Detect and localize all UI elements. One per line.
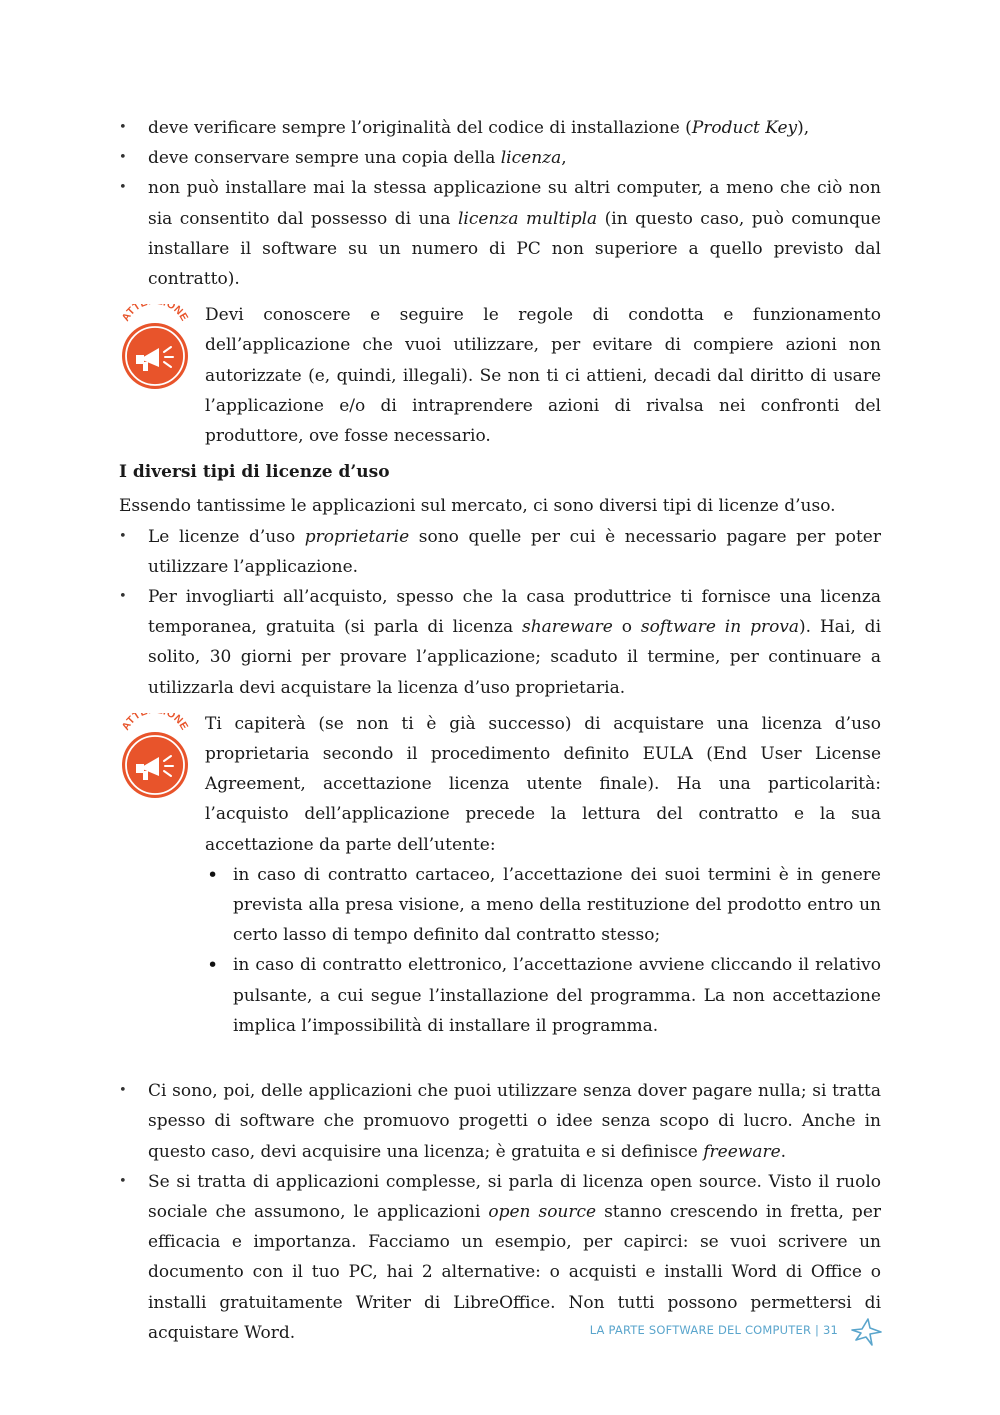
list-item: • Ci sono, poi, delle applicazioni che puoi utilizzare senza dover pagare nulla; si tratta spesso di software che promuovo progetti o idee senza scopo di lucro. Anche in questo caso, devi acquisire una licenza; è gratuita e si definisce freeware. (119, 1076, 881, 1167)
megaphone-icon (119, 713, 191, 799)
license-types-list (119, 522, 881, 703)
page-content (119, 113, 881, 1348)
page-footer: LA PARTE SOFTWARE DEL COMPUTER | 31 (589, 1323, 838, 1337)
eula-list (205, 860, 881, 1041)
section-heading: I diversi tipi di licenze d’uso (119, 462, 390, 483)
free-license-list (119, 1076, 881, 1348)
list-item: • deve verificare sempre l’originalità del codice di installazione (Product Key), (119, 113, 881, 143)
list-item: • deve conservare sempre una copia della licenza, (119, 143, 881, 173)
svg-text:ATTENZIONE: ATT ONE (119, 712, 191, 733)
attention-callout-2 (119, 709, 881, 1041)
attention-badge (119, 300, 205, 451)
attention-callout-1 (119, 300, 881, 451)
list-item: • Per invogliarti all’acquisto, spesso che la casa produttrice ti fornisce una licenza temporanea, gratuita (si parla di licenza shareware o software in prova). Hai, di solito, 30 giorni per provare l’applicazione; scaduto il termine, per continuare a utilizzarla devi acquistare la licenza d’uso proprietaria. (119, 582, 881, 703)
list-item: • in caso di contratto cartaceo, l’accettazione dei suoi termini è in genere prevista alla presa visione, a meno della restituzione del prodotto entro un certo lasso di tempo definito dal contratto stesso; (205, 860, 881, 951)
list-item: • Se si tratta di applicazioni complesse, si parla di licenza open source. Visto il ruolo sociale che assumono, le applicazioni open source stanno crescendo in fretta, per efficacia e importanza. Facciamo un esempio, per capirci: se vuoi scrivere un documento con il tuo PC, hai 2 alternative: o acquisti e installi Word di Office o installi gratuitamente Writer di LibreOffice. Non tutti possono permettersi di acquistare Word. (119, 1167, 881, 1348)
megaphone-icon (119, 304, 191, 390)
callout-text: Devi conoscere e seguire le regole di condotta e funzionamento dell’applicazione che vuoi utilizzare, per evitare di compiere azioni non autorizzate (e, quindi, illegali). Se non ti ci attieni, decadi dal diritto di usare l’applicazione e/o di intraprendere azioni di rivalsa nei confronti del produttore, ove fosse necessario. (205, 305, 881, 447)
list-item: • in caso di contratto elettronico, l’accettazione avviene cliccando il relativo pulsante, a cui segue l’installazione del programma. La non accettazione implica l’impossibilità di installare il programma. (205, 950, 881, 1041)
star-outline-icon (848, 1316, 884, 1348)
list-item: • Le licenze d’uso proprietarie sono quelle per cui è necessario pagare per poter utilizzare l’applicazione. (119, 522, 881, 582)
callout-text: Ti capiterà (se non ti è già successo) di acquistare una licenza d’uso proprietaria secondo il procedimento definito EULA (End User License Agreement, accettazione licenza utente finale). Ha una particolarità: l’acquisto dell’applicazione precede la lettura del contratto e la sua accettazione da parte dell’utente: (205, 713, 881, 855)
list-item: • non può installare mai la stessa applicazione su altri computer, a meno che ciò non sia consentito dal possesso di una licenza multipla (in questo caso, può comunque installare il software su un numero di PC non superiore a quello previsto dal contratto). (119, 173, 881, 294)
section-intro: Essendo tantissime le applicazioni sul mercato, ci sono diversi tipi di licenze d’uso. (119, 496, 836, 517)
attention-badge (119, 709, 205, 1041)
svg-text:ATTENZIONE: ATT ONE (119, 304, 191, 324)
requirements-list (119, 113, 881, 294)
